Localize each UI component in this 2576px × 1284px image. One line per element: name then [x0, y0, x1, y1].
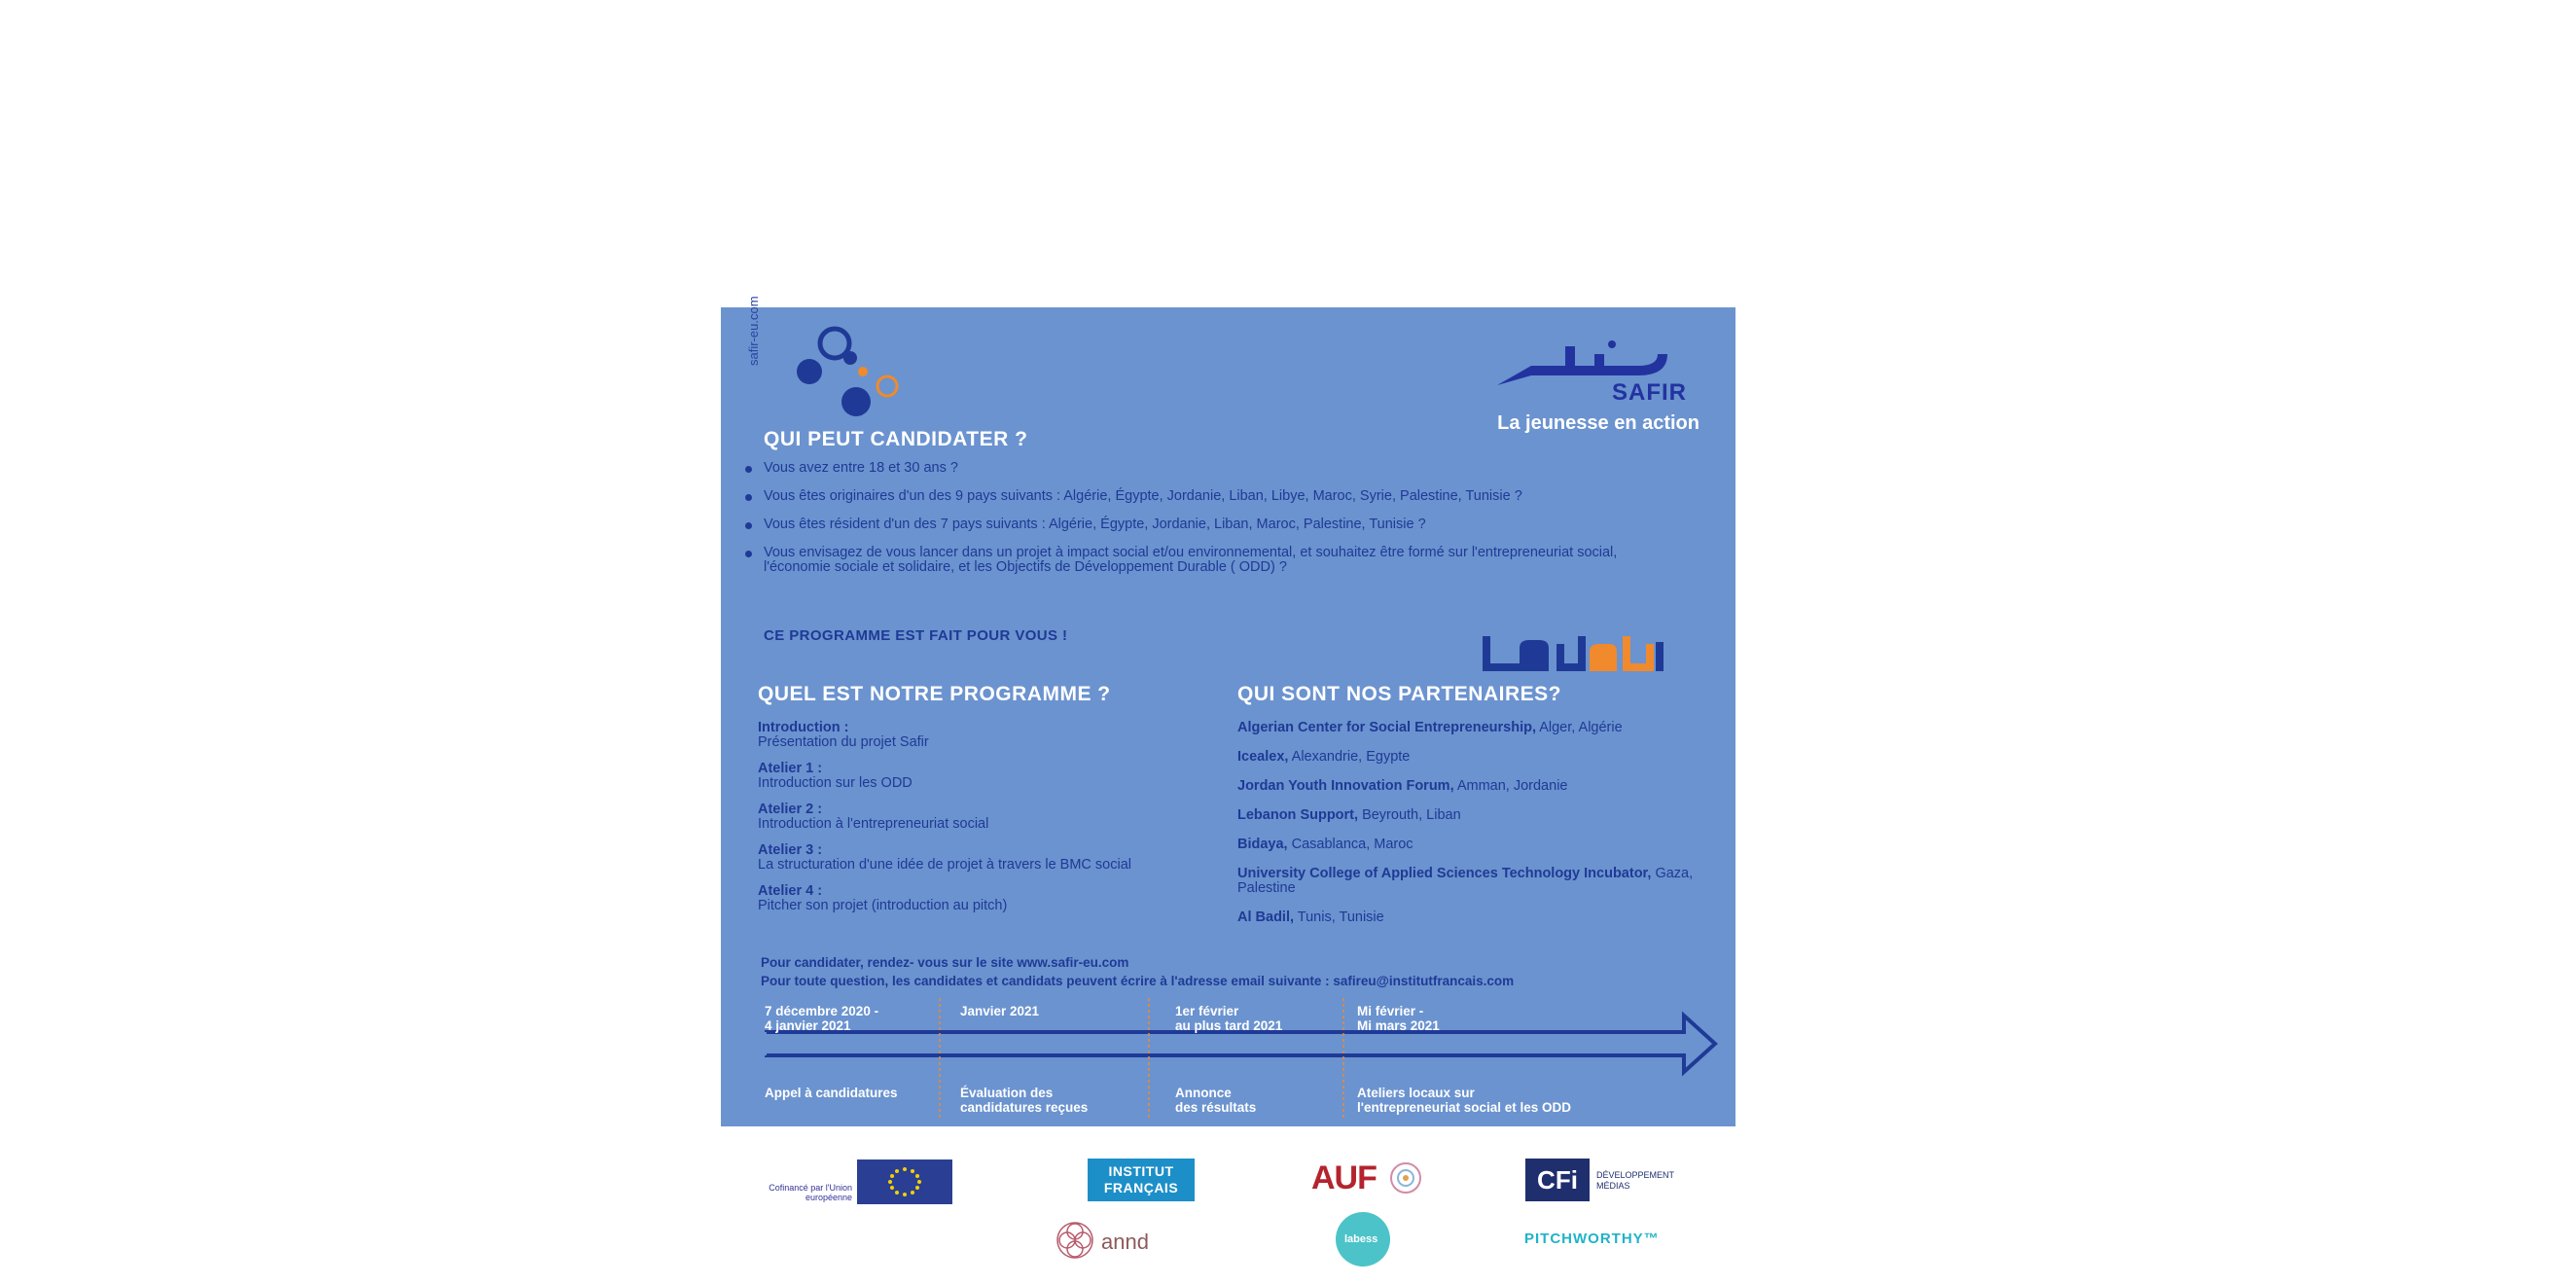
item-label: Atelier 2 : [758, 802, 823, 817]
timeline-label: Annonce des résultats [1175, 1086, 1257, 1115]
site-vertical-text: safir-eu.com [746, 296, 761, 366]
list-item [1237, 867, 1734, 896]
annd-logo: annd [1101, 1230, 1149, 1254]
item-desc: Présentation du projet Safir [758, 734, 929, 750]
partners-title: QUI SONT NOS PARTENAIRES? [1237, 683, 1561, 705]
who-bullets [742, 461, 1705, 588]
institut-francais-logo [1088, 1159, 1195, 1201]
who-title: QUI PEUT CANDIDATER ? [764, 428, 1028, 450]
partner-name: University College of Applied Sciences Technology Incubator, [1237, 866, 1652, 881]
list-item: Vous êtes résident d'un des 7 pays suivants : Algérie, Égypte, Jordanie, Liban, Maroc, Palestine, Tunisie ? [742, 517, 1705, 532]
timeline-label: Appel à candidatures [765, 1086, 898, 1100]
cfi-sub-line: DÉVELOPPEMENT [1596, 1170, 1675, 1180]
brand-word: SAFIR [1612, 379, 1687, 406]
francais-line: FRANÇAIS [1103, 1180, 1179, 1195]
list-item [758, 802, 1244, 832]
item-label: Introduction : [758, 720, 849, 735]
partner-name: Jordan Youth Innovation Forum, [1237, 778, 1454, 794]
list-item [1237, 750, 1734, 765]
list-item: Vous êtes originaires d'un des 9 pays suivants : Algérie, Égypte, Jordanie, Liban, Libye, Maroc, Syrie, Palestine, Tunisie ? [742, 489, 1705, 504]
item-desc: Pitcher son projet (introduction au pitch) [758, 898, 1008, 913]
partner-name: Lebanon Support, [1237, 807, 1359, 823]
contact-line: Pour toute question, les candidates et candidats peuvent écrire à l'adresse email suivante : safireu@institutfrancais.com [761, 974, 1515, 988]
apply-info [761, 953, 1514, 990]
partner-name: Algerian Center for Social Entrepreneurship, [1237, 720, 1536, 735]
timeline-date: Mi février - Mi mars 2021 [1357, 1004, 1440, 1033]
item-desc: La structuration d'une idée de projet à travers le BMC social [758, 857, 1131, 873]
partner-place: Amman, Jordanie [1453, 778, 1568, 794]
eu-caption: Cofinancé par l'Union européenne [769, 1183, 852, 1202]
eu-flag-icon [857, 1159, 952, 1204]
item-label: Atelier 3 : [758, 842, 823, 858]
list-item [758, 884, 1244, 913]
bubbles-decoration [721, 307, 915, 424]
partner-name: Bidaya, [1237, 837, 1288, 852]
list-item: Vous avez entre 18 et 30 ans ? [742, 461, 1705, 476]
partner-place: Tunis, Tunisie [1294, 910, 1384, 925]
arabic-wordmark-icon [1481, 632, 1675, 676]
program-title: QUEL EST NOTRE PROGRAMME ? [758, 683, 1111, 705]
labess-logo: labess [1344, 1233, 1378, 1245]
tagline: La jeunesse en action [1497, 412, 1699, 434]
partner-place: Alger, Algérie [1536, 720, 1623, 735]
cfi-sub-line: MÉDIAS [1596, 1181, 1630, 1191]
partner-place: Alexandrie, Egypte [1288, 749, 1411, 765]
partners-list [1237, 721, 1734, 940]
partner-name: Al Badil, [1237, 910, 1295, 925]
timeline-date: 7 décembre 2020 - 4 janvier 2021 [765, 1004, 879, 1033]
cta-text: CE PROGRAMME EST FAIT POUR VOUS ! [764, 627, 1068, 644]
program-list [758, 721, 1244, 925]
partner-name: Icealex, [1237, 749, 1289, 765]
flyer [721, 296, 1735, 1126]
list-item [1237, 779, 1734, 794]
timeline-date: 1er février au plus tard 2021 [1175, 1004, 1283, 1033]
partner-place: Casablanca, Maroc [1287, 837, 1413, 852]
timeline-date: Janvier 2021 [960, 1004, 1040, 1018]
list-item [758, 721, 1244, 750]
auf-globe-icon [1379, 1159, 1432, 1196]
partner-place: Beyrouth, Liban [1358, 807, 1461, 823]
list-item [758, 843, 1244, 873]
timeline-label: Ateliers locaux sur l'entrepreneuriat social et les ODD [1357, 1086, 1572, 1115]
cfi-subtitle [1596, 1170, 1674, 1192]
item-label: Atelier 4 : [758, 883, 823, 899]
cfi-logo: CFi [1525, 1159, 1590, 1201]
institut-line: INSTITUT [1108, 1163, 1174, 1179]
list-item: Vous envisagez de vous lancer dans un projet à impact social et/ou environnemental, et souhaitez être formé sur l'entrepreneuriat social, l'économie sociale et solidaire, et les Objectifs de Développement Durable ( ODD) ? [742, 546, 1705, 575]
list-item [1237, 808, 1734, 823]
list-item [1237, 910, 1734, 925]
item-label: Atelier 1 : [758, 761, 823, 776]
item-desc: Introduction à l'entrepreneuriat social [758, 816, 989, 832]
apply-line: Pour candidater, rendez- vous sur le site www.safir-eu.com [761, 955, 1129, 970]
partner-place: Gaza, Palestine [1237, 866, 1694, 896]
annd-flower-icon [1048, 1219, 1102, 1262]
item-desc: Introduction sur les ODD [758, 775, 912, 791]
auf-logo: AUF [1311, 1159, 1377, 1196]
list-item [1237, 721, 1734, 735]
timeline-label: Évaluation des candidatures reçues [960, 1086, 1089, 1115]
list-item [1237, 838, 1734, 852]
pitchworthy-logo: PITCHWORTHY™ [1524, 1230, 1660, 1247]
list-item [758, 762, 1244, 791]
